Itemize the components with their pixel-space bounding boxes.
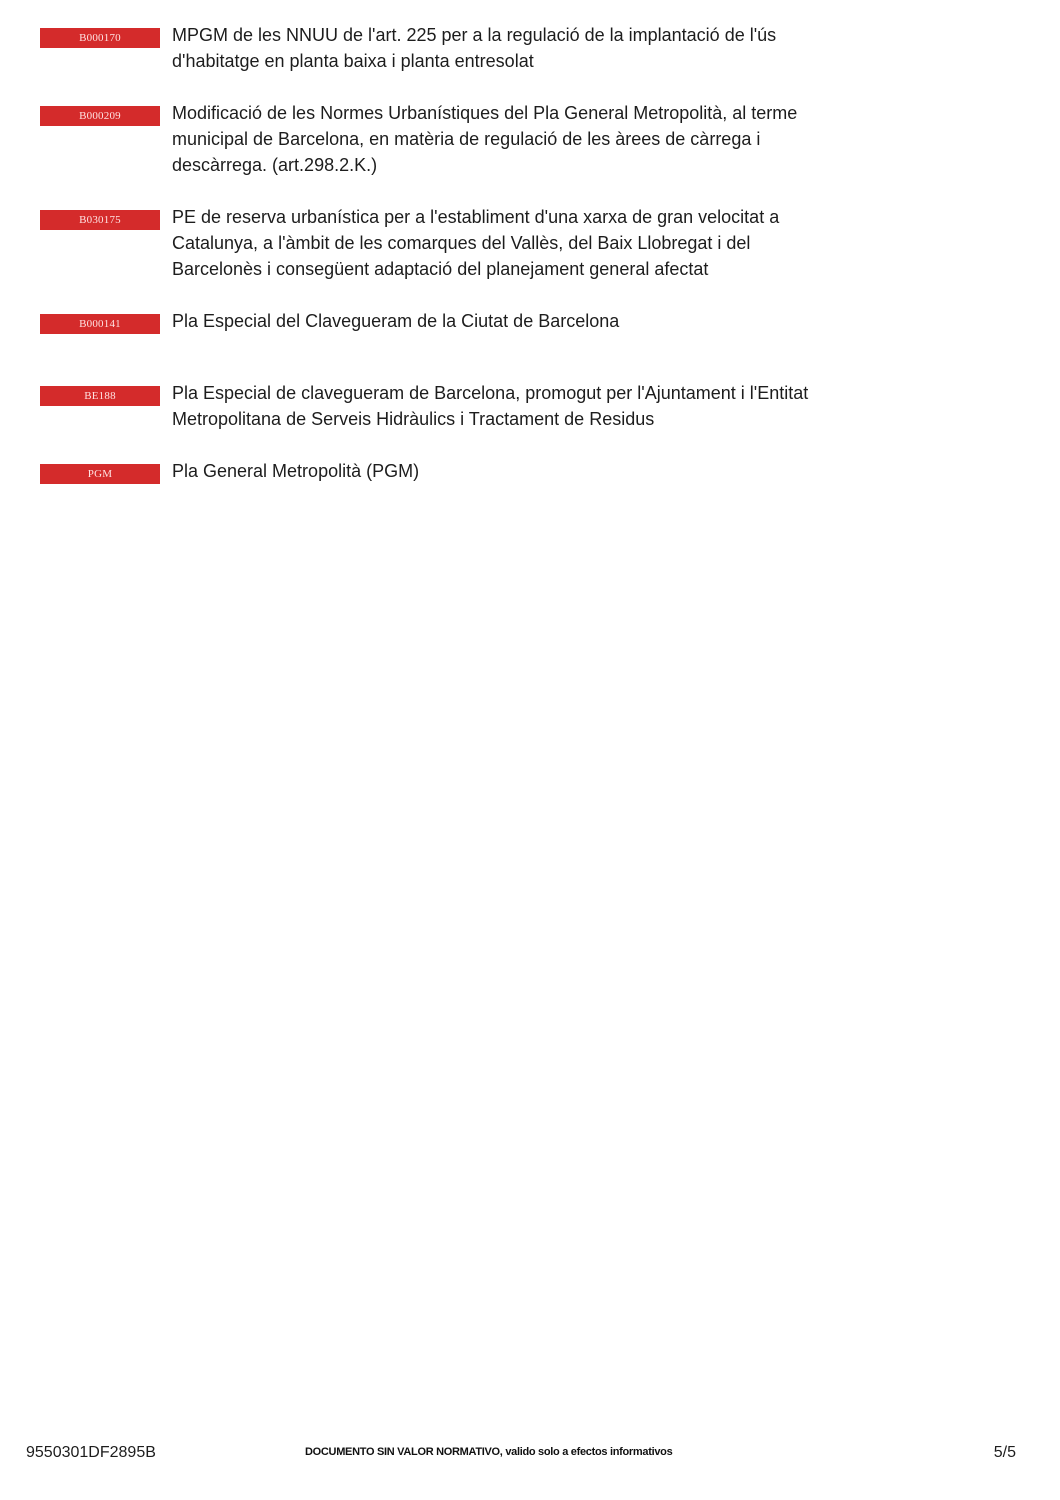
entry-description: Pla Especial de clavegueram de Barcelona, promogut per l'Ajuntament i l'Entitat Metropolitana de Serveis Hidràulics i Tractament de Residus: [172, 383, 809, 429]
code-badge: BE188: [40, 386, 160, 406]
disclaimer-text: DOCUMENTO SIN VALOR NORMATIVO, valido solo a efectos informativos: [305, 1446, 673, 1458]
code-badge: B030175: [40, 210, 160, 230]
entry-description: MPGM de les NNUU de l'art. 225 per a la regulació de la implantació de l'ús d'habitatge en planta baixa i planta entresolat: [172, 25, 777, 71]
page-footer: [0, 1440, 1060, 1470]
page-number: 5/5: [993, 1444, 1016, 1461]
code-badge: B000170: [40, 28, 160, 48]
entry-description: PE de reserva urbanística per a l'establiment d'una xarxa de gran velocitat a Catalunya, a l'àmbit de les comarques del Vallès, del Baix Llobregat i del Barcelonès i consegüent adaptació del planejament general afectat: [172, 207, 780, 279]
entry-description: Pla Especial del Clavegueram de la Ciutat de Barcelona: [172, 311, 620, 331]
code-badge: B000141: [40, 314, 160, 334]
code-badge: B000209: [40, 106, 160, 126]
entry-description: Modificació de les Normes Urbanístiques del Pla General Metropolità, al terme municipal de Barcelona, en matèria de regulació de les àrees de càrrega i descàrrega. (art.298.2.K.): [172, 103, 798, 175]
cadastral-reference: 9550301DF2895B: [26, 1444, 156, 1461]
entry-description: Pla General Metropolità (PGM): [172, 461, 420, 481]
code-badge: PGM: [40, 464, 160, 484]
